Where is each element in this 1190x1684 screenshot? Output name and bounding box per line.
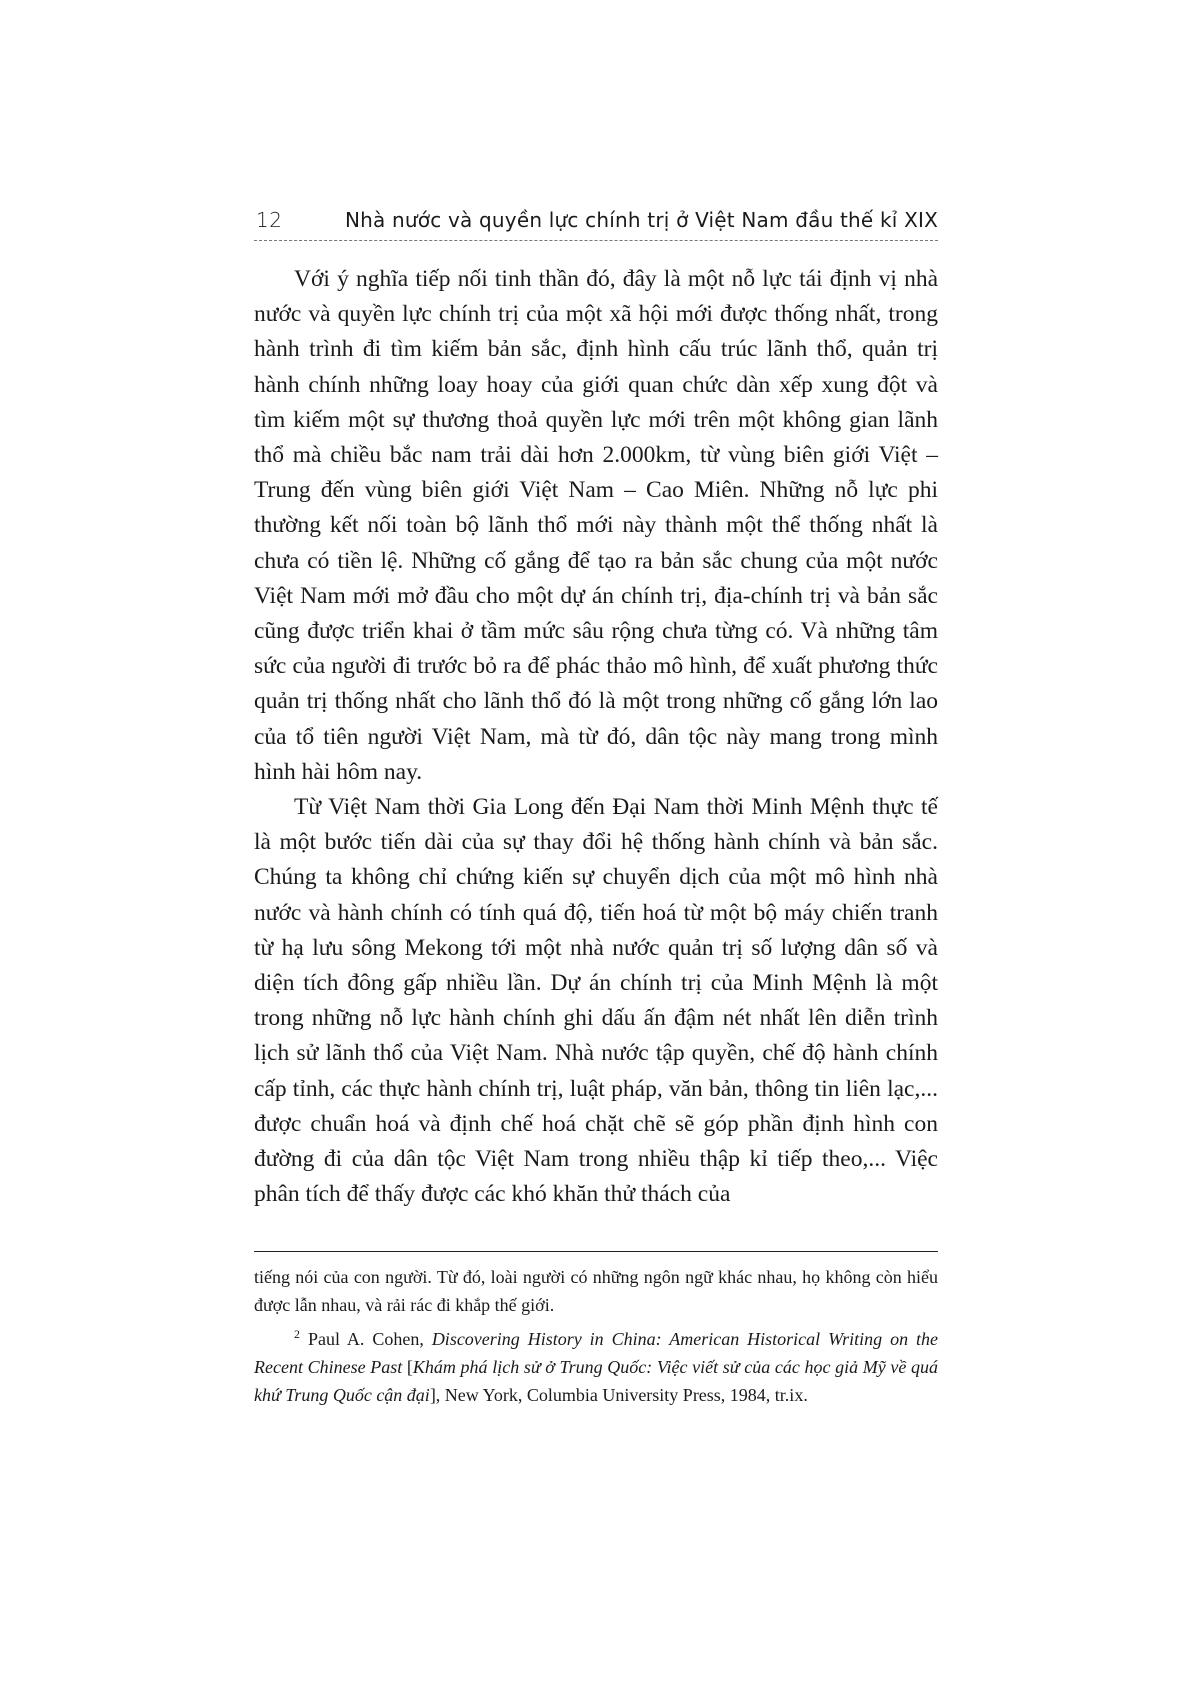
page-header — [254, 200, 938, 236]
footnote-publication: ], New York, Columbia University Press, 1984, tr.ix. — [429, 1385, 808, 1405]
footnote-marker: 2 — [294, 1327, 300, 1341]
footnotes — [254, 1263, 938, 1409]
main-text — [254, 262, 938, 1212]
footnote-bracket-open: [ — [406, 1357, 413, 1377]
footnote-book-title: Discovering History in China: American Historical Writing on the Recent Chinese Past — [254, 1329, 939, 1377]
footnote-author: Paul A. Cohen, — [307, 1329, 424, 1349]
footnote-2 — [254, 1325, 938, 1409]
footnote-continued: tiếng nói của con người. Từ đó, loài người có những ngôn ngữ khác nhau, họ không còn hiểu được lẫn nhau, và rải rác đi khắp thế giới. — [254, 1267, 938, 1315]
body-paragraph: Từ Việt Nam thời Gia Long đến Đại Nam thời Minh Mệnh thực tế là một bước tiến dài của sự thay đổi hệ thống hành chính và bản sắc. Chúng ta không chỉ chứng kiến sự chuyển dịch của một mô hình nhà nước và hành chính có tính quá độ, tiến hoá từ một bộ máy chiến tranh từ hạ lưu sông Mekong tới một nhà nước quản trị số lượng dân số và diện tích đông gấp nhiều lần. Dự án chính trị của Minh Mệnh là một trong những nỗ lực hành chính ghi dấu ấn đậm nét nhất lên diễn trình lịch sử lãnh thổ của Việt Nam. Nhà nước tập quyền, chế độ hành chính cấp tỉnh, các thực hành chính trị, luật pháp, văn bản, thông tin liên lạc,... được chuẩn hoá và định chế hoá chặt chẽ sẽ góp phần định hình con đường đi của dân tộc Việt Nam trong nhiều thập kỉ tiếp theo,... Việc phân tích để thấy được các khó khăn thử thách của — [254, 794, 938, 1208]
header-divider — [254, 240, 938, 241]
footnote-divider — [254, 1251, 938, 1252]
running-title: Nhà nước và quyền lực chính trị ở Việt Nam đầu thế kỉ XIX — [344, 208, 938, 232]
page-number: 12 — [256, 208, 283, 232]
body-paragraph: Với ý nghĩa tiếp nối tinh thần đó, đây là một nỗ lực tái định vị nhà nước và quyền lực chính trị của một xã hội mới được thống nhất, trong hành trình đi tìm kiếm bản sắc, định hình cấu trúc lãnh thổ, quản trị hành chính những loay hoay của giới quan chức dàn xếp xung đột và tìm kiếm một sự thương thoả quyền lực mới trên một không gian lãnh thổ mà chiều bắc nam trải dài hơn 2.000km, từ vùng biên giới Việt – Trung đến vùng biên giới Việt Nam – Cao Miên. Những nỗ lực phi thường kết nối toàn bộ lãnh thổ mới này thành một thể thống nhất là chưa có tiền lệ. Những cố gắng để tạo ra bản sắc chung của một nước Việt Nam mới mở đầu cho một dự án chính trị, địa-chính trị và bản sắc cũng được triển khai ở tầm mức sâu rộng chưa từng có. Và những tâm sức của người đi trước bỏ ra để phác thảo mô hình, để xuất phương thức quản trị thống nhất cho lãnh thổ đó là một trong những cố gắng lớn lao của tổ tiên người Việt Nam, mà từ đó, dân tộc này mang trong mình hình hài hôm nay. — [254, 266, 938, 785]
footnote-translated-title: Khám phá lịch sử ở Trung Quốc: Việc viết sử của các học giả Mỹ về quá khứ Trung Quốc cận đại — [254, 1357, 938, 1405]
